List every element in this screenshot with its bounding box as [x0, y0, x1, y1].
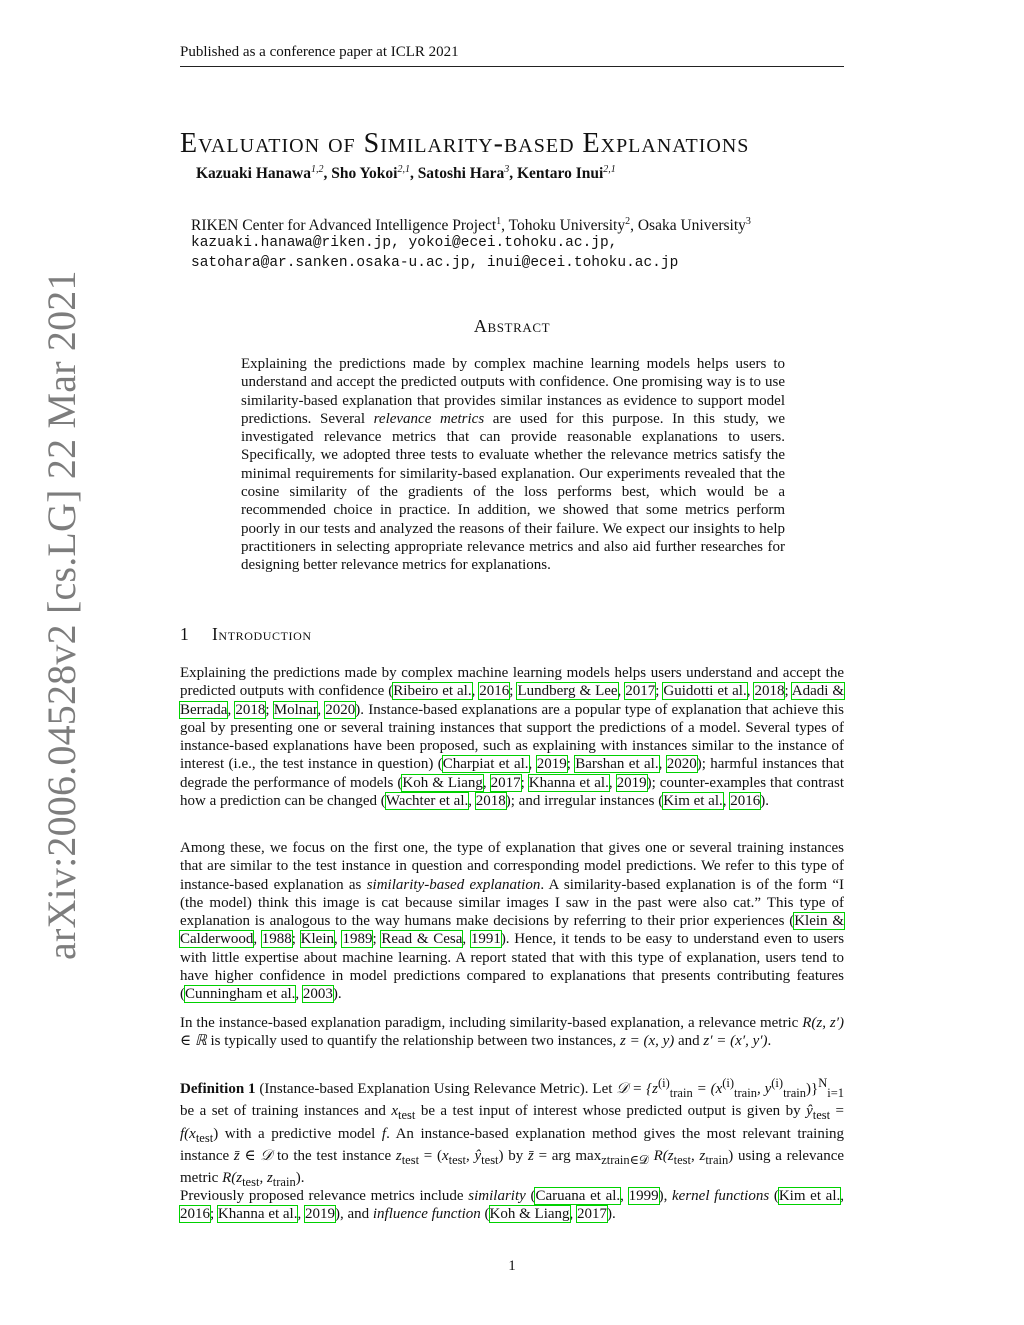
author: Kentaro Inui$^{2,1}$	[517, 164, 616, 183]
text-run: .	[767, 1033, 772, 1050]
math-subscript: train	[734, 1086, 757, 1100]
citation-link[interactable]: 2019	[616, 774, 647, 791]
emphasis-text: f	[381, 1125, 387, 1142]
author-list	[196, 164, 616, 183]
emphasis-text: R(z	[222, 1170, 243, 1187]
math-superscript: (i)	[722, 1076, 735, 1090]
text-run: and	[674, 1033, 704, 1050]
citation-link[interactable]: Charpiat et al.	[442, 756, 529, 773]
text-run: ,	[253, 931, 262, 948]
text-run: In the instance-based explanation paradigm, including similarity-based explanation, a relevance metric	[180, 1015, 803, 1031]
math-subscript: test	[481, 1152, 499, 1167]
citation-link[interactable]: 2016	[180, 1206, 210, 1223]
abstract-body: Explaining the predictions made by complex machine learning models helps users to understand and accept the predicted outputs with confidence. One promising way is to use similarity-based explanation that provides similar instances as evidence to support model predictions. Several relevance metrics are used for this purpose. In this study, we investigated relevance metrics that can provide reasonable explanations to users. Specifically, we adopted three tests to evaluate whether the relevance metrics satisfy the minimal requirements for similarity-based explanation. Our experiments revealed that the cosine similarity of the gradients of the loss performs best, which would be a recommended choice in practice. In addition, we showed that some metrics perform poorly in our tests and analyzed the reasons of their failure. We expect our insights to help practitioners in selecting appropriate relevance metrics and also aid further researches for designing better relevance metrics for explanations.	[241, 356, 785, 574]
text-run: =	[830, 1103, 844, 1120]
math-subscript: test	[242, 1175, 260, 1190]
citation-link[interactable]: 1988	[261, 931, 292, 948]
text-run: ;	[291, 931, 301, 948]
math-subscript: train	[783, 1086, 806, 1100]
citation-link[interactable]: 2016	[479, 683, 510, 700]
citation-link[interactable]: Lundberg & Lee	[517, 683, 618, 700]
intro-paragraph	[180, 1187, 844, 1224]
text-run: ;	[210, 1206, 218, 1223]
math-subscript: test	[195, 1130, 214, 1145]
text-run: = arg max	[533, 1147, 602, 1164]
text-run: ).	[607, 1206, 616, 1223]
text-run: ;	[372, 931, 382, 948]
text-run: ).	[295, 1170, 305, 1187]
emphasis-text: z = (x, y)	[619, 1033, 675, 1050]
text-run: . A similarity-based explanation is of the form “I (the model) think this image is cat because similar images I saw in the past were also cat.” This type of explanation is analogous to the way humans make decisions by referring to their prior experiences (	[180, 876, 844, 930]
intro-paragraph	[180, 664, 844, 810]
text-run: ;	[784, 683, 792, 700]
emphasis-text: z̄ ∈ 𝒟	[233, 1147, 273, 1164]
text-run: ,	[468, 793, 476, 810]
math-subscript: test	[401, 1152, 420, 1167]
text-run: ;	[509, 683, 518, 700]
math-subscript: test	[448, 1152, 467, 1167]
citation-link[interactable]: Klein & Calderwood	[180, 913, 844, 948]
text-run: (	[525, 1188, 536, 1204]
text-run: = (	[419, 1147, 442, 1164]
text-run: Explaining the predictions made by complex machine learning models helps users understand and accept the predicted outputs with confidence (	[180, 665, 844, 700]
text-run: be a set of training instances and	[180, 1103, 392, 1120]
text-run: be a test input of interest whose predicted output is given by	[415, 1103, 807, 1120]
citation-link[interactable]: Koh & Liang	[402, 774, 483, 791]
section-heading-introduction	[180, 624, 312, 645]
emphasis-text: ŷ	[474, 1147, 482, 1164]
emphasis-text: f(x	[180, 1125, 196, 1142]
math-subscript: train	[669, 1086, 693, 1100]
citation-link[interactable]: 2020	[666, 756, 697, 773]
text-run: ;	[566, 756, 576, 773]
citation-link[interactable]: 1989	[342, 931, 373, 948]
citation-link[interactable]: 2017	[625, 683, 656, 700]
text-run: ,	[482, 774, 491, 791]
text-run: (	[480, 1206, 490, 1223]
math-subscript: train	[272, 1175, 296, 1190]
text-run: ). Hence, it tends to be easy to understand even to users with little expertise about machine learning. A report stated that with this type of explanation, users tend to have higher confidence in model predictions compared to explanations that presents contributing features (	[180, 931, 845, 1003]
page-number: 1	[508, 1258, 516, 1274]
math-subscript: i=1	[827, 1086, 844, 1100]
citation-link[interactable]: Adadi & Berrada	[180, 683, 845, 718]
emphasis-text: z	[395, 1147, 402, 1164]
text-run: Among these, we focus on the first one, the type of explanation that gives one or several training instances that are similar to the test instance in question and corresponding model predictions. We refer to this type of instance-based explanation as	[180, 840, 844, 893]
author: Satoshi Hara$^3$,	[417, 164, 517, 183]
text-run: ); counter-examples that contrast how a prediction can be changed (	[180, 774, 845, 810]
section-title: Introduction	[212, 624, 312, 644]
text-run: ,	[471, 683, 480, 700]
math-superscript: (i)	[771, 1076, 784, 1090]
math-subscript: test	[673, 1152, 691, 1167]
running-head: Published as a conference paper at ICLR 2021	[180, 44, 459, 60]
text-run: )	[213, 1125, 219, 1142]
citation-link[interactable]: Kim et al.	[663, 793, 723, 810]
citation-link[interactable]: 1991	[470, 931, 501, 948]
text-run: ), and	[334, 1206, 373, 1223]
text-run: . An instance-based explanation method gives the most relevant training instance	[180, 1125, 844, 1164]
emphasis-text: z	[266, 1170, 273, 1187]
emphasis-text: R(z, z′) ∈ ℝ	[180, 1015, 845, 1050]
text-run: ,	[617, 683, 626, 700]
emphasis-text: similarity	[468, 1188, 526, 1204]
text-run: ;	[520, 774, 529, 791]
definition-label: Definition 1	[180, 1081, 256, 1097]
email-line: kazuaki.hanawa@riken.jp, yokoi@ecei.tohoku.ac.jp,	[191, 235, 618, 251]
definition-paragraph	[180, 1074, 844, 1191]
text-run: )	[498, 1147, 504, 1164]
text-run: ); harmful instances that degrade the performance of models (	[180, 756, 844, 791]
text-run: )}	[805, 1081, 819, 1097]
text-run: ). Instance-based explanations are a popular type of explanation that achieve this goal by presenting one or several training instances that support the predictions of a model. Several types of instance-based explanations have been proposed, such as explaining with instances similar to the instance of interest (i.e., the test instance in question) (	[180, 701, 845, 773]
emphasis-text: x	[391, 1103, 399, 1120]
emphasis-text: z̄	[528, 1147, 534, 1164]
math-superscript: (i)	[657, 1076, 670, 1090]
citation-link[interactable]: Cunningham et al.	[185, 986, 296, 1003]
emphasis-text: kernel functions	[672, 1188, 770, 1204]
text-run: ).	[332, 986, 342, 1003]
citation-link[interactable]: 1999	[628, 1188, 659, 1204]
author-emails	[191, 233, 678, 273]
text-run: ,	[227, 701, 236, 718]
citation-link[interactable]: 2016	[730, 793, 761, 810]
citation-link[interactable]: Klein	[300, 931, 334, 948]
citation-link[interactable]: Barshan et al.	[575, 756, 659, 773]
text-run: ),	[658, 1188, 673, 1204]
text-run: (	[769, 1188, 779, 1204]
text-run: ,	[466, 1147, 475, 1164]
citation-link[interactable]: 2019	[536, 756, 567, 773]
text-run: ,	[569, 1206, 578, 1223]
citation-link[interactable]: 2018	[754, 683, 785, 700]
citation-link[interactable]: Wachter et al.	[385, 793, 469, 810]
paper-title: Evaluation of Similarity-based Explanations	[180, 128, 750, 159]
text-run: ,	[608, 774, 617, 791]
citation-link[interactable]: 2018	[475, 793, 506, 810]
citation-link[interactable]: Kim et al.	[778, 1188, 841, 1204]
text-run: ,	[317, 701, 326, 718]
text-run: ,	[259, 1170, 267, 1187]
text-run: ,	[295, 986, 303, 1003]
citation-link[interactable]: Koh & Liang	[489, 1206, 570, 1223]
abstract-heading: Abstract	[473, 316, 551, 336]
citation-link[interactable]: 2017	[490, 774, 521, 791]
citation-link[interactable]: Khanna et al.	[528, 774, 609, 791]
text-run: ;	[655, 683, 664, 700]
author: Kazuaki Hanawa$^{1,2}$,	[196, 164, 332, 183]
citation-link[interactable]: 2017	[577, 1206, 608, 1223]
citation-link[interactable]: Molnar	[273, 701, 318, 718]
emphasis-text: similarity-based explanation	[366, 876, 541, 893]
author: Sho Yokoi$^{2,1}$,	[331, 164, 418, 183]
citation-link[interactable]: 2003	[302, 986, 333, 1003]
text-run: ,	[297, 1206, 305, 1223]
intro-paragraph	[180, 1014, 844, 1051]
arxiv-identifier-stamp: arXiv:2006.04528v2 [cs.LG] 22 Mar 2021	[39, 270, 84, 960]
emphasis-text: x	[441, 1147, 449, 1164]
email-line: satohara@ar.sanken.osaka-u.ac.jp, inui@ecei.tohoku.ac.jp	[191, 255, 679, 271]
text-run: ).	[760, 793, 770, 810]
text-run: using a relevance metric	[180, 1147, 845, 1187]
math-subscript: ztrain∈𝒟	[601, 1152, 649, 1167]
emphasis-text: 𝒟 = {z	[616, 1081, 658, 1097]
section-number: 1	[180, 624, 190, 644]
intro-paragraph	[180, 839, 844, 1004]
text-run: )	[728, 1147, 734, 1164]
citation-link[interactable]: 2020	[325, 701, 356, 718]
emphasis-text: R(z	[648, 1147, 674, 1164]
text-run: ,	[690, 1147, 700, 1164]
text-run: ,	[620, 1188, 629, 1204]
text-run: ,	[840, 1188, 845, 1204]
citation-link[interactable]: 2018	[235, 701, 266, 718]
text-run: to the test instance	[272, 1147, 396, 1164]
affiliation: Tohoku University$^2$,	[508, 216, 638, 235]
emphasis-text: z	[699, 1147, 706, 1164]
math-subscript: train	[705, 1152, 729, 1167]
text-run: by	[503, 1147, 528, 1164]
text-run: ,	[722, 793, 731, 810]
text-run: (Instance-based Explanation Using Relevance Metric). Let	[255, 1081, 617, 1097]
math-subscript: test	[812, 1108, 831, 1123]
emphasis-text: influence function	[372, 1206, 481, 1223]
citation-link[interactable]: 2019	[304, 1206, 335, 1223]
text-run: with a predictive model	[218, 1125, 382, 1142]
citation-link[interactable]: Guidotti et al.	[663, 683, 747, 700]
emphasis-text: , y	[756, 1081, 772, 1097]
citation-link[interactable]: Ribeiro et al.	[393, 683, 472, 700]
text-run: ;	[265, 701, 274, 718]
text-run: Previously proposed relevance metrics include	[180, 1188, 469, 1204]
text-run: ); and irregular instances (	[505, 793, 664, 810]
text-run: is typically used to quantify the relationship between two instances,	[206, 1033, 620, 1050]
affiliation: Osaka University$^3$	[637, 216, 751, 235]
citation-link[interactable]: Khanna et al.	[217, 1206, 298, 1223]
emphasis-text: ŷ	[806, 1103, 813, 1120]
emphasis-text: = (x	[692, 1081, 723, 1097]
text-run: ,	[462, 931, 471, 948]
citation-link[interactable]: Caruana et al.	[535, 1188, 621, 1204]
math-superscript: N	[818, 1076, 828, 1090]
text-run: ,	[746, 683, 755, 700]
text-run: ,	[528, 756, 537, 773]
text-run: ,	[658, 756, 667, 773]
affiliation: RIKEN Center for Advanced Intelligence Project$^1$,	[191, 216, 509, 235]
header-rule	[180, 66, 844, 67]
text-run: ,	[333, 931, 343, 948]
math-subscript: test	[398, 1108, 416, 1123]
citation-link[interactable]: Read & Cesa	[381, 931, 463, 948]
emphasis-text: z′ = (x′, y′)	[703, 1033, 768, 1050]
